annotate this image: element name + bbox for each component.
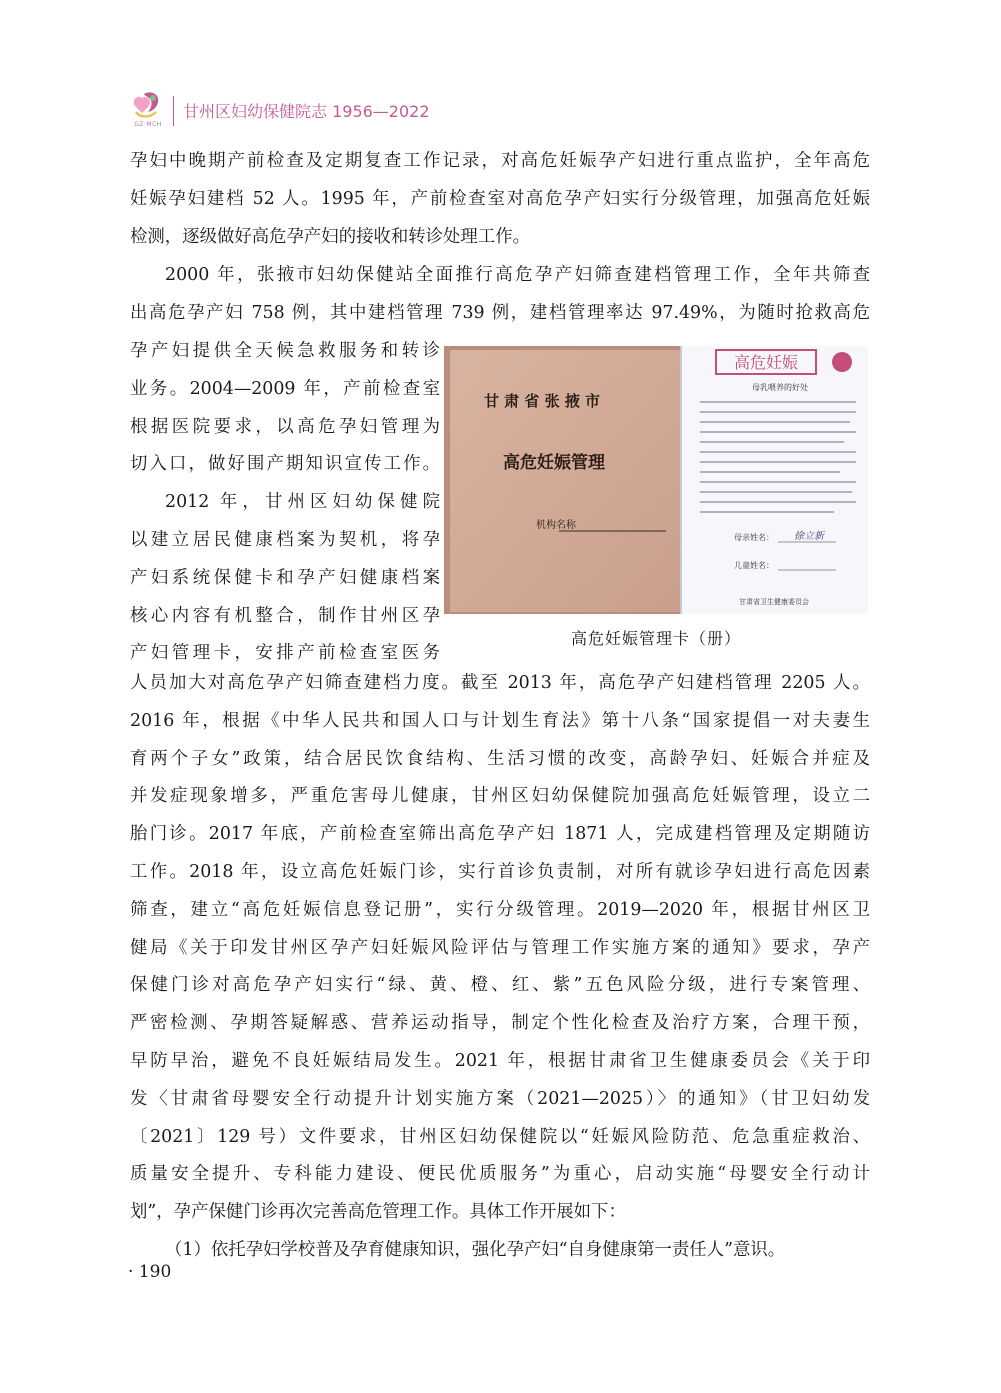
management-card-photo <box>444 346 868 614</box>
text-line: 工作。2018 年，设立高危妊娠门诊，实行首诊负责制，对所有就诊孕妇进行高危因素 <box>130 861 870 882</box>
cover-title-2: 高危妊娠管理 <box>503 453 605 473</box>
text-line: 胎门诊。2017 年底，产前检查室筛出高危孕产妇 1871 人，完成建档管理及定期随访 <box>130 824 870 845</box>
text-line: 并发症现象增多，严重危害母儿健康，甘州区妇幼保健院加强高危妊娠管理，设立二 <box>130 786 870 807</box>
text-line: 切入口，做好围产期知识宣传工作。 <box>130 454 440 475</box>
text-line: 筛查，建立“高危妊娠信息登记册”，实行分级管理。2019—2020 年，根据甘州区卫 <box>130 899 870 920</box>
paragraph-1 <box>130 143 870 256</box>
header-divider <box>173 96 174 126</box>
wrapped-text-column <box>130 333 440 673</box>
text-line: 核心内容有机整合，制作甘州区孕 <box>130 605 440 626</box>
text-line: 妊娠孕妇建档 52 人。1995 年，产前检查室对高危孕产妇实行分级管理，加强高危妊娠 <box>130 188 870 209</box>
high-risk-stamp: 高危妊娠 <box>733 353 799 372</box>
sheet-field-child: 儿童姓名： <box>734 561 774 570</box>
header-title: 甘州区妇幼保健院志 1956—2022 <box>183 102 430 121</box>
cover-field-label: 机构名称 <box>536 520 576 531</box>
sheet-field-mother: 母亲姓名： <box>734 533 774 542</box>
text-line: 〔2021〕129 号）文件要求，甘州区妇幼保健院以“妊娠风险防范、危急重症救治、 <box>130 1126 870 1147</box>
text-line: 划”，孕产保健门诊再次完善高危管理工作。具体工作开展如下： <box>130 1202 626 1223</box>
photo-illustration <box>444 346 868 614</box>
text-line: 育两个子女”政策，结合居民饮食结构、生活习惯的改变，高龄孕妇、妊娠合并症及 <box>130 748 870 769</box>
cover-title-1: 甘 肃 省 张 掖 市 <box>483 392 601 410</box>
text-line: 严密检测、孕期答疑解惑、营养运动指导，制定个性化检查及治疗方案，合理干预， <box>130 1013 870 1034</box>
text-line: 产妇管理卡，安排产前检查室医务 <box>130 643 440 664</box>
sheet-title: 母乳喂养的好处 <box>752 383 808 392</box>
text-line: 业务。2004—2009 年，产前检查室 <box>130 378 440 399</box>
text-line: 孕产妇提供全天候急救服务和转诊 <box>130 341 440 361</box>
signature: 徐立新 <box>794 531 824 542</box>
text-line: 2000 年，张掖市妇幼保健站全面推行高危孕产妇筛查建档管理工作，全年共筛查 <box>165 265 870 285</box>
paragraph-2 <box>130 257 870 333</box>
text-line: 以建立居民健康档案为契机，将孕 <box>130 529 440 550</box>
text-line: 发〈甘肃省母婴安全行动提升计划实施方案（2021—2025）〉的通知》（甘卫妇幼发 <box>130 1088 870 1109</box>
text-line: 2012 年，甘州区妇幼保健院 <box>165 492 440 513</box>
logo-text: GZ·MCH <box>134 121 162 128</box>
text-line: 检测，逐级做好高危孕产妇的接收和转诊处理工作。 <box>130 226 530 247</box>
photo-caption: 高危妊娠管理卡（册） <box>570 629 741 648</box>
text-line: （1）依托孕妇学校普及孕育健康知识，强化孕产妇“自身健康第一责任人”意识。 <box>165 1239 786 1260</box>
paragraph-3 <box>130 665 870 1270</box>
text-line: 健局《关于印发甘州区孕产妇妊娠风险评估与管理工作实施方案的通知》要求，孕产 <box>130 937 870 958</box>
text-line: 根据医院要求，以高危孕妇管理为 <box>130 416 440 437</box>
text-line: 人员加大对高危孕产妇筛查建档力度。截至 2013 年，高危孕产妇建档管理 2205 人。 <box>130 673 870 693</box>
page-number: · 190 <box>128 1262 172 1282</box>
text-line: 产妇系统保健卡和孕产妇健康档案 <box>130 567 440 588</box>
text-line: 保健门诊对高危孕产妇实行“绿、黄、橙、红、紫”五色风险分级，进行专案管理、 <box>130 975 870 996</box>
text-line: 质量安全提升、专科能力建设、便民优质服务”为重心，启动实施“母婴安全行动计 <box>130 1164 870 1185</box>
text-line: 早防早治，避免不良妊娠结局发生。2021 年，根据甘肃省卫生健康委员会《关于印 <box>130 1050 870 1071</box>
text-line: 出高危孕产妇 758 例，其中建档管理 739 例，建档管理率达 97.49%，为随时抢救高危 <box>130 302 870 323</box>
text-line: 2016 年，根据《中华人民共和国人口与计划生育法》第十八条“国家提倡一对夫妻生 <box>130 710 870 731</box>
text-line: 孕妇中晚期产前检查及定期复查工作记录，对高危妊娠孕产妇进行重点监护，全年高危 <box>130 151 870 171</box>
sheet-footer: 甘肃省卫生健康委员会 <box>739 598 809 606</box>
